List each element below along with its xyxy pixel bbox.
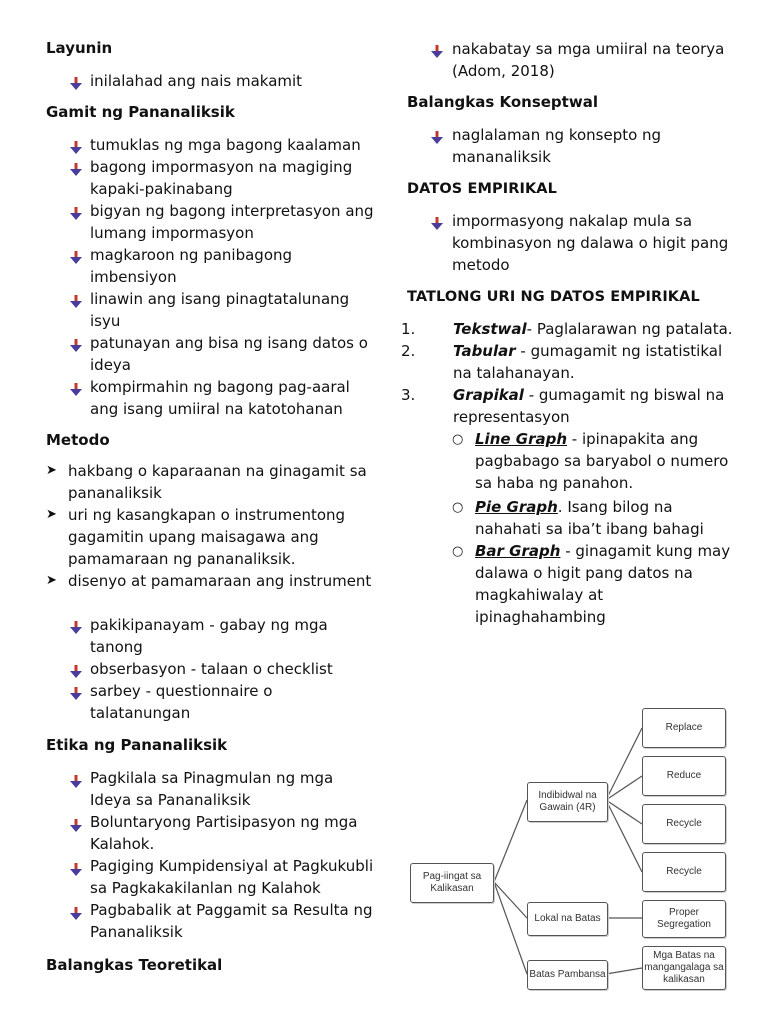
circle-bullet-icon: ○ bbox=[452, 500, 464, 515]
diagram-leaf-batas: Mga Batas na mangangalaga sa kalikasan bbox=[642, 946, 726, 990]
sub-bar-graph: Bar Graph - ginagamit kung may dalawa o higit pang datos na magkahiwalay at ipinaghahambing bbox=[475, 542, 731, 626]
down-arrow-bullet-icon bbox=[70, 77, 82, 91]
sub-line-graph: Line Graph - ipinapakita ang pagbabago sa baryabol o numero sa haba ng panahon. bbox=[475, 430, 729, 492]
list-number: 3. bbox=[401, 386, 416, 404]
chevron-bullet-icon: ➤ bbox=[46, 507, 57, 522]
etika-item: Boluntaryong Partisipasyon ng mga Kalahok. bbox=[90, 813, 358, 853]
down-arrow-bullet-icon bbox=[431, 131, 443, 145]
gamit-item: tumuklas ng mga bagong kaalaman bbox=[90, 136, 361, 154]
gamit-item: magkaroon ng panibagong imbensiyon bbox=[90, 246, 293, 286]
circle-bullet-icon: ○ bbox=[452, 432, 464, 447]
gamit-item: bigyan ng bagong interpretasyon ang lumang impormasyon bbox=[90, 202, 374, 242]
down-arrow-bullet-icon bbox=[431, 217, 443, 231]
diagram-leaf-replace: Replace bbox=[642, 708, 726, 748]
heading-tatlong-uri: TATLONG URI NG DATOS EMPIRIKAL bbox=[407, 289, 700, 305]
down-arrow-bullet-icon bbox=[70, 621, 82, 635]
gamit-item: linawin ang isang pinagtatalunang isyu bbox=[90, 290, 350, 330]
down-arrow-bullet-icon bbox=[70, 665, 82, 679]
sub-pie-graph: Pie Graph. Isang bilog na nahahati sa iba’t ibang bahagi bbox=[475, 498, 704, 538]
instrument-item: pakikipanayam - gabay ng mga tanong bbox=[90, 616, 328, 656]
instrument-item: sarbey - questionnaire o talatanungan bbox=[90, 682, 273, 722]
down-arrow-bullet-icon bbox=[70, 907, 82, 921]
heading-layunin: Layunin bbox=[46, 39, 113, 57]
diagram-root-node: Pag-iingat sa Kalikasan bbox=[410, 863, 494, 903]
list-number: 1. bbox=[401, 320, 416, 338]
heading-konseptwal: Balangkas Konseptwal bbox=[407, 93, 598, 111]
gamit-item: patunayan ang bisa ng isang datos o ideya bbox=[90, 334, 368, 374]
chevron-bullet-icon: ➤ bbox=[46, 463, 57, 478]
metodo-item: disenyo at pamamaraan ang instrument bbox=[68, 572, 372, 590]
etika-item: Pagiging Kumpidensiyal at Pagkukubli sa Pagkakakilanlan ng Kalahok bbox=[90, 857, 374, 897]
datos-item: impormasyong nakalap mula sa kombinasyon ng dalawa o higit pang metodo bbox=[452, 212, 729, 274]
metodo-item: uri ng kasangkapan o instrumentong gagamitin upang maisagawa ang pamamaraan ng pananaliksik. bbox=[68, 506, 346, 568]
down-arrow-bullet-icon bbox=[70, 687, 82, 701]
diagram-node-pambansa: Batas Pambansa bbox=[527, 960, 608, 990]
chevron-bullet-icon: ➤ bbox=[46, 573, 57, 588]
gamit-item: kompirmahin ng bagong pag-aaral ang isang umiiral na katotohanan bbox=[90, 378, 350, 418]
etika-item: Pagkilala sa Pinagmulan ng mga Ideya sa Pananaliksik bbox=[90, 769, 334, 809]
down-arrow-bullet-icon bbox=[70, 775, 82, 789]
diagram-leaf-recycle: Recycle bbox=[642, 804, 726, 844]
list-number: 2. bbox=[401, 342, 416, 360]
teoretikal-item: nakabatay sa mga umiiral na teorya (Adom, 2018) bbox=[452, 40, 725, 80]
layunin-item: inilalahad ang nais makamit bbox=[90, 72, 303, 90]
heading-gamit: Gamit ng Pananaliksik bbox=[46, 103, 235, 121]
metodo-item: hakbang o kaparaanan na ginagamit sa pananaliksik bbox=[68, 462, 367, 502]
concept-diagram bbox=[410, 700, 758, 995]
down-arrow-bullet-icon bbox=[70, 383, 82, 397]
down-arrow-bullet-icon bbox=[70, 339, 82, 353]
down-arrow-bullet-icon bbox=[70, 163, 82, 177]
diagram-leaf-recycle: Recycle bbox=[642, 852, 726, 892]
diagram-node-indibidwal: Indibidwal na Gawain (4R) bbox=[527, 782, 608, 822]
uri-tekstwal: Tekstwal- Paglalarawan ng patalata. bbox=[453, 320, 733, 338]
heading-metodo: Metodo bbox=[46, 431, 110, 449]
heading-etika: Etika ng Pananaliksik bbox=[46, 736, 228, 754]
down-arrow-bullet-icon bbox=[431, 45, 443, 59]
instrument-item: obserbasyon - talaan o checklist bbox=[90, 660, 333, 678]
heading-teoretikal: Balangkas Teoretikal bbox=[46, 956, 223, 974]
gamit-item: bagong impormasyon na magiging kapaki-pakinabang bbox=[90, 158, 353, 198]
diagram-leaf-reduce: Reduce bbox=[642, 756, 726, 796]
down-arrow-bullet-icon bbox=[70, 819, 82, 833]
down-arrow-bullet-icon bbox=[70, 207, 82, 221]
circle-bullet-icon: ○ bbox=[452, 544, 464, 559]
etika-item: Pagbabalik at Paggamit sa Resulta ng Pananaliksik bbox=[90, 901, 373, 941]
konseptwal-item: naglalaman ng konsepto ng mananaliksik bbox=[452, 126, 662, 166]
down-arrow-bullet-icon bbox=[70, 863, 82, 877]
down-arrow-bullet-icon bbox=[70, 295, 82, 309]
diagram-node-lokal: Lokal na Batas bbox=[527, 902, 608, 936]
uri-grapikal: Grapikal - gumagamit ng biswal na representasyon bbox=[453, 386, 725, 426]
down-arrow-bullet-icon bbox=[70, 251, 82, 265]
diagram-leaf-segregation: Proper Segregation bbox=[642, 900, 726, 938]
uri-tabular: Tabular - gumagamit ng istatistikal na talahanayan. bbox=[453, 342, 723, 382]
heading-datos-empirikal: DATOS EMPIRIKAL bbox=[407, 181, 557, 197]
down-arrow-bullet-icon bbox=[70, 141, 82, 155]
